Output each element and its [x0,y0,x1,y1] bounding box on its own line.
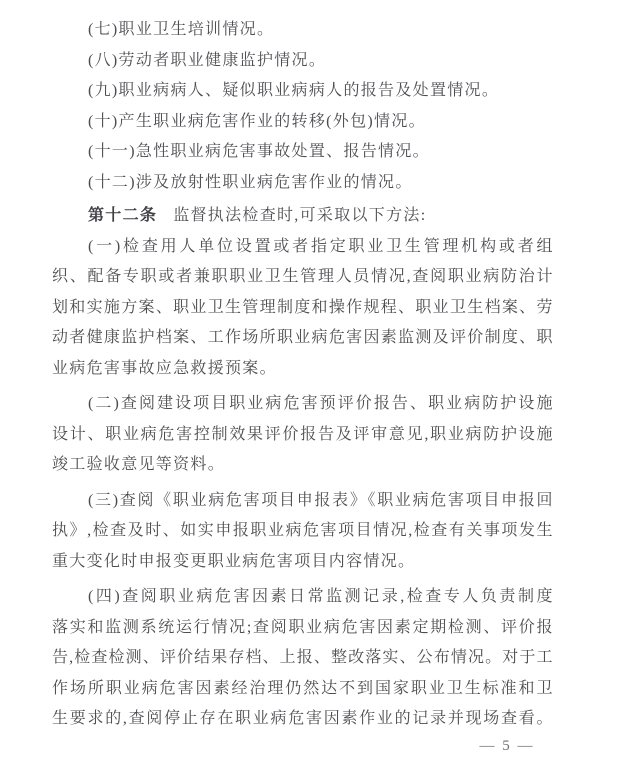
paragraph-1-line: (一)检查用人单位设置或者指定职业卫生管理机构或者组 [88,237,553,255]
paragraph-4-line: (四)查阅职业病危害因素日常监测记录,检查专人负责制度 [88,588,553,605]
paragraph-4-line: 落实和监测系统运行情况;查阅职业病危害因素定期检测、评价报 [52,618,553,636]
paragraph-3-line: (三)查阅《职业病危害项目申报表》《职业病危害项目申报回 [88,491,553,509]
paragraph-3-line: 重大变化时申报变更职业病危害项目内容情况。 [52,552,416,570]
clause-item-8: (八)劳动者职业健康监护情况。 [88,51,327,69]
paragraph-4-line: 生要求的,查阅停止存在职业病危害因素作业的记录并现场查看。 [52,710,553,727]
clause-item-10: (十)产生职业病危害作业的转移(外包)情况。 [88,112,426,130]
clause-item-7: (七)职业卫生培训情况。 [88,21,275,38]
clause-item-9: (九)职业病病人、疑似职业病病人的报告及处置情况。 [88,82,500,99]
paragraph-2-line: (二)查阅建设项目职业病危害预评价报告、职业病防护设施 [88,395,553,412]
paragraph-2-line: 竣工验收意见等资料。 [52,456,226,473]
document-text-column [52,15,553,735]
paragraph-1-line: 织、配备专职或者兼职职业卫生管理人员情况,查阅职业病防治计 [52,268,553,285]
paragraph-4-line: 作场所职业病危害因素经治理仍然达不到国家职业卫生标准和卫 [52,679,553,697]
article-intro-text: 监督执法检查时,可采取以下方法: [173,207,427,224]
clause-item-12: (十二)涉及放射性职业病危害作业的情况。 [88,173,413,191]
paragraph-1-line: 划和实施方案、职业卫生管理制度和操作规程、职业卫生档案、劳 [52,298,553,316]
article-number: 第十二条 [88,207,158,224]
paragraph-4-line: 告,检查检测、评价结果存档、上报、整改落实、公布情况。对于工 [52,649,553,666]
paragraph-1-line: 业病危害事故应急救援预案。 [52,359,277,377]
page-number: — 5 — [479,738,535,754]
clause-item-11: (十一)急性职业病危害事故处置、报告情况。 [88,143,430,160]
article-heading [52,201,553,232]
paragraph-2-line: 设计、职业病危害控制效果评价报告及评审意见,职业病防护设施 [52,425,553,443]
paragraph-1-line: 动者健康监护档案、工作场所职业病危害因素监测及评价制度、职 [52,329,553,346]
paragraph-3-line: 执》,检查及时、如实申报职业病危害项目情况,检查有关事项发生 [52,522,553,539]
